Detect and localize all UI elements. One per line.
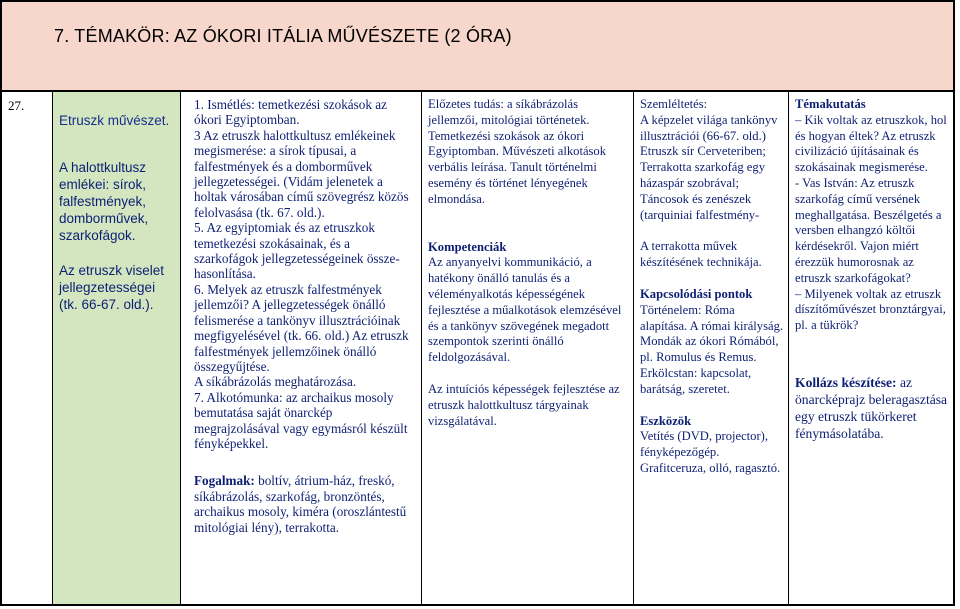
activity-def: A síkábrázolás meghatározása. (194, 374, 357, 390)
prior-text: a síkábrázolás jellemzői, mitológiai történetek. Temetkezési szokások az ókori Egyiptomban. Művészeti alkotások verbális leírása. Tanult történelmi esemény és történet lényegének elmondása. (428, 97, 607, 206)
resources-cell (633, 92, 788, 604)
competences-cell (421, 92, 633, 604)
research-cell (788, 92, 957, 604)
competences-text-2: Az intuíciós képességek fejlesztése az etruszk halottkultusz tárgyainak vizsgálatával. (428, 381, 620, 428)
concepts-label: Fogalmak: (194, 473, 255, 489)
row-number: 27. (8, 98, 25, 113)
visual-text-3: A terrakotta művek készítésének technikája. (640, 239, 762, 270)
topic-heading: Etruszk művészet. (59, 113, 170, 128)
tools-text: Vetítés (DVD, projector), fényképezőgép. Grafitceruza, olló, ragasztó. (640, 429, 781, 475)
collage-text: az önarcképrajz beleragasztása egy etruszk tükörkeret fénymásolatába. (795, 374, 948, 441)
row-number-cell (2, 92, 52, 604)
competences-text: Az anyanyelvi kommunikáció, a hatékony önálló tanulás és a véleményalkotás képességének fejlesztése a műalkotások elemzésével és a tankönyv szövegének megadott szempontok szerinti önálló feldolgozásával. (428, 255, 622, 365)
activities-cell (180, 92, 421, 604)
topic-sub2: Az etruszk viselet jellegzetességei (tk. 66-67. old.). (59, 263, 165, 312)
visual-label: Szemléltetés: (640, 97, 708, 111)
tools-label: Eszközök (640, 413, 692, 428)
collage-label: Kollázs készítése: (795, 374, 897, 390)
activity-3: 3 Az etruszk halottkultusz emlékeinek megismerése: a sírok típusai, a falfestmények és a domborművek jellegzetességei. (Vidám jelenetek a holtak városában című szövegrész közös felolvasása (tk. 67. old.). (194, 127, 409, 220)
activity-1: 1. Ismétlés: temetkezési szokások az ókori Egyiptomban. (194, 97, 387, 128)
topic-cell (52, 92, 180, 604)
prior-knowledge (428, 97, 629, 208)
topic-title: 7. TÉMAKÖR: AZ ÓKORI ITÁLIA MŰVÉSZETE (2 ÓRA) (54, 26, 512, 46)
visual-text: A képzelet világa tankönyv illusztrációi (66-67. old.) (640, 112, 778, 143)
collage (795, 374, 951, 442)
topic-header (0, 0, 955, 92)
research-text-2: - Vas István: Az etruszk szarkofág című versének meghallgatása. Beszélgetés a versben elhangzó költői kérdésekről. Vajon miért érezzük humorosnak az etruszk szarkofágokat? (795, 175, 942, 285)
links-label: Kapcsolódási pontok (640, 286, 753, 301)
concepts-text: boltív, átrium-ház, freskó, síkábrázolás, szarkofág, bronzöntés, archaikus mosoly, kiméra (oroszlántestű mitológiai lény), terrakotta. (194, 473, 407, 535)
activity-7: 7. Alkotómunka: az archaikus mosoly bemutatása saját önarckép megrajzolásával vagy egymásról készült fényképekkel. (194, 389, 408, 451)
prior-label: Előzetes tudás: (428, 97, 504, 111)
links-text: Történelem: Róma alapítása. A római királyság. Mondák az ókori Rómából, pl. Romulus és Remus. Erkölcstan: kapcsolat, barátság, szeretet. (640, 302, 784, 396)
lesson-row (0, 92, 955, 606)
visual-text-2: Etruszk sír Cerveteriben; Terrakotta szarkofág egy házaspár szobrával; Táncosok és zenészek (tarquiniai falfestmény- (640, 144, 766, 222)
research-text: – Kik voltak az etruszkok, hol és hogyan éltek? Az etruszk civilizáció újításainak és szokásainak megismerése. (795, 112, 947, 175)
activity-5: 5. Az egyiptomiak és az etruszkok temetkezési szokásainak, és a szarkofágok jellegzetességeinek össze-hasonlítása. (194, 220, 400, 282)
competences-label: Kompetenciák (428, 239, 507, 254)
concepts (194, 473, 417, 535)
research-label: Témakutatás (795, 97, 866, 111)
research-text-3: – Milyenek voltak az etruszk díszítőművészet bronztárgyai, pl. a tükrök? (795, 286, 946, 333)
topic-sub1: A halottkultusz emlékei: sírok, falfestmények, domborművek, szarkofágok. (59, 160, 149, 243)
activity-6: 6. Melyek az etruszk falfestmények jellemzői? A jellegzetességek önálló felismerése a tankönyv illusztrációinak megfigyelésével (tk. 66. old.) Az etruszk falfestmények jellemzőinek önálló összegyűjtése. (194, 281, 409, 374)
